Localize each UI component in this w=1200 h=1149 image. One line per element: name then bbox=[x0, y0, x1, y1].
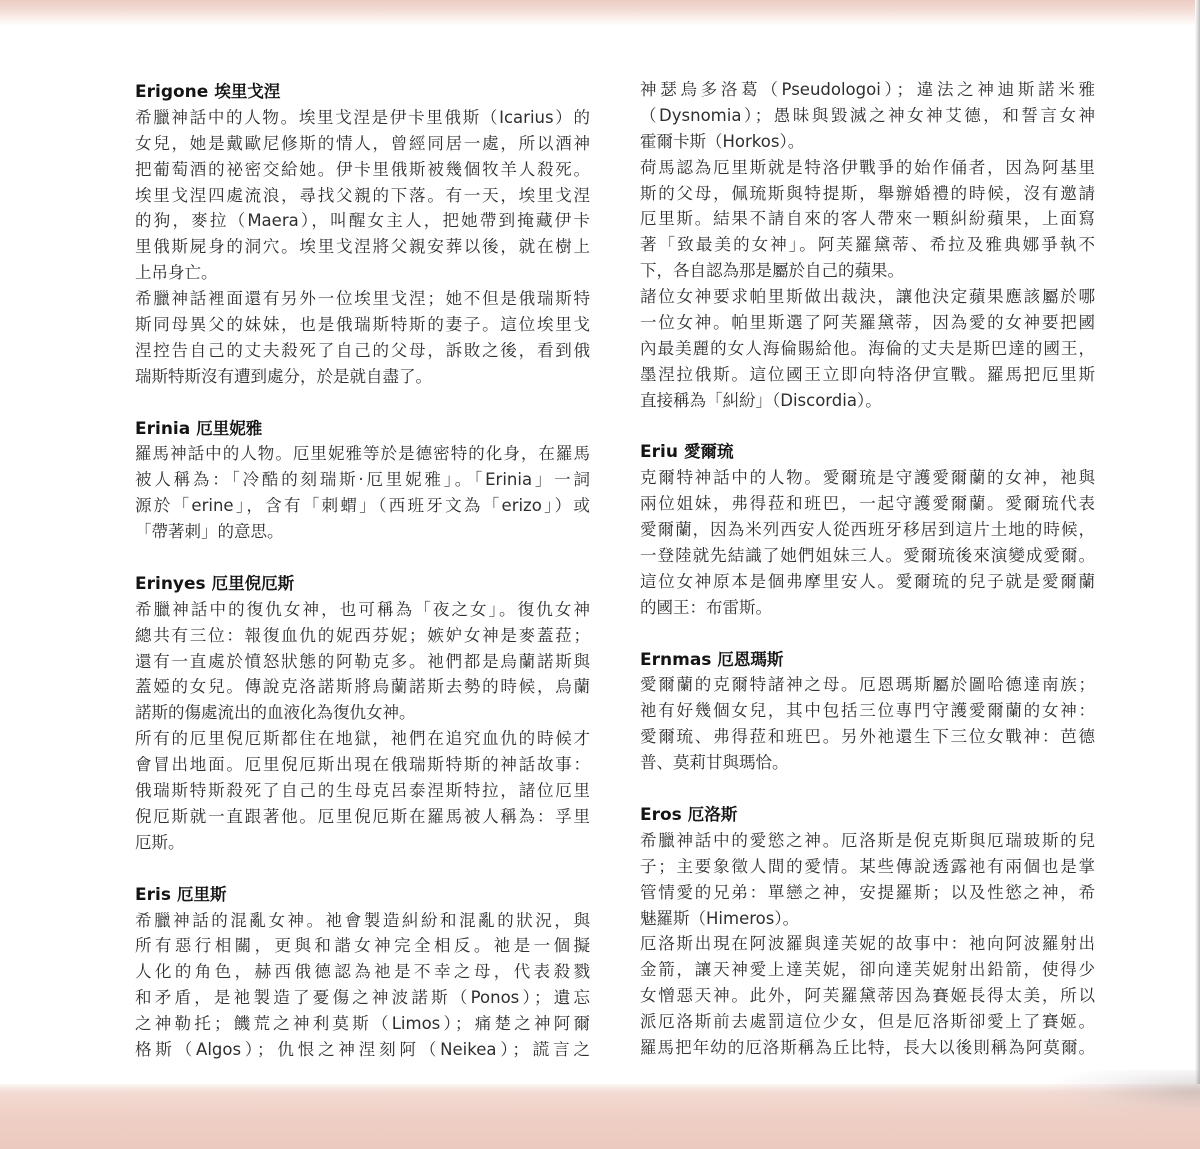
entry-heading bbox=[640, 802, 1095, 828]
entry-erinyes bbox=[135, 571, 590, 856]
entry-heading bbox=[135, 882, 590, 908]
body-line: 希臘神話的混亂女神。祂會製造糾紛和混亂的狀況，與 bbox=[135, 910, 590, 930]
body-line: 的狗，麥拉（Maera），叫醒女主人，把她帶到掩藏伊卡 bbox=[135, 211, 590, 231]
body-line: 厄洛斯出現在阿波羅與達芙妮的故事中：祂向阿波羅射出 bbox=[640, 934, 1095, 954]
body-line: 一位女神。帕里斯選了阿芙羅黛蒂，因為愛的女神要把國 bbox=[640, 313, 1095, 333]
body-line: 諸位女神要求帕里斯做出裁決，讓他決定蘋果應該屬於哪 bbox=[640, 287, 1095, 307]
body-line: 的國王：布雷斯。 bbox=[640, 597, 772, 617]
term-latin: Eris bbox=[135, 884, 171, 905]
body-line: 和矛盾，是祂製造了憂傷之神波諾斯（Ponos）；遺忘 bbox=[135, 988, 590, 1008]
body-line: 諾斯的傷處流出的血液化為復仇女神。 bbox=[135, 703, 416, 723]
body-line: 之神勒托；饑荒之神利莫斯（Limos）；痛楚之神阿爾 bbox=[135, 1014, 590, 1034]
body-line: 會冒出地面。厄里倪厄斯出現在俄瑞斯特斯的神話故事： bbox=[135, 755, 590, 775]
term-latin: Ernmas bbox=[640, 649, 712, 670]
body-line: 祂有好幾個女兒，其中包括三位專門守護愛爾蘭的女神： bbox=[640, 701, 1095, 721]
body-line: 派厄洛斯前去處罰這位少女，但是厄洛斯卻愛上了賽姬。 bbox=[640, 1012, 1095, 1032]
body-line: 著「致最美的女神」。阿芙羅黛蒂、希拉及雅典娜爭執不 bbox=[640, 235, 1095, 255]
body-line: 埃里戈涅四處流浪，尋找父親的下落。有一天，埃里戈涅 bbox=[135, 185, 590, 205]
body-line: 厄斯。 bbox=[135, 832, 185, 852]
body-line: 愛爾蘭，因為米列西安人從西班牙移居到這片土地的時候， bbox=[640, 520, 1095, 540]
body-line: 還有一直處於憤怒狀態的阿勒克多。祂們都是烏蘭諾斯與 bbox=[135, 651, 590, 671]
entry-eris bbox=[135, 882, 590, 1063]
term-chinese: 厄里斯 bbox=[176, 884, 227, 904]
left-column bbox=[135, 79, 590, 1063]
body-line: 一登陸就先結識了她們姐妹三人。愛爾琉後來演變成愛爾。 bbox=[640, 546, 1095, 566]
page-curl-shadow bbox=[1040, 1070, 1200, 1120]
body-line: 內最美麗的女人海倫賜給他。海倫的丈夫是斯巴達的國王， bbox=[640, 338, 1095, 358]
body-line: 里俄斯屍身的洞穴。埃里戈涅將父親安葬以後，就在樹上 bbox=[135, 237, 590, 257]
body-line: 管情愛的兄弟：單戀之神，安提羅斯；以及性慾之神，希 bbox=[640, 882, 1095, 902]
entry-heading bbox=[640, 647, 1095, 673]
entry-heading bbox=[135, 79, 590, 105]
entry-heading bbox=[640, 439, 1095, 465]
entry-erigone bbox=[135, 79, 590, 390]
body-line: 希臘神話裡面還有另外一位埃里戈涅；她不但是俄瑞斯特 bbox=[135, 289, 590, 309]
body-line: 「帶著刺」的意思。 bbox=[135, 522, 284, 542]
body-line: 倪厄斯就一直跟著他。厄里倪厄斯在羅馬被人稱為：孚里 bbox=[135, 806, 590, 826]
body-line: 總共有三位：報復血仇的妮西芬妮；嫉妒女神是麥蓋菈； bbox=[135, 625, 590, 645]
body-line: 子；主要象徵人間的愛情。某些傳說透露祂有兩個也是掌 bbox=[640, 856, 1095, 876]
body-line: 源於「erine」，含有「刺蝟」（西班牙文為「erizo」）或 bbox=[135, 496, 590, 516]
entry-spacer bbox=[640, 414, 1095, 440]
entry-spacer bbox=[135, 856, 590, 882]
entry-heading bbox=[135, 571, 590, 597]
entry-erinia bbox=[135, 416, 590, 545]
body-line: 荷馬認為厄里斯就是特洛伊戰爭的始作俑者，因為阿基里 bbox=[640, 157, 1095, 177]
term-latin: Erinyes bbox=[135, 573, 206, 594]
body-line: 蓋婭的女兒。傳說克洛諾斯將烏蘭諾斯去勢的時候，烏蘭 bbox=[135, 677, 590, 697]
term-chinese: 埃里戈涅 bbox=[214, 82, 281, 101]
body-line: 下，各自認為那是屬於自己的蘋果。 bbox=[640, 261, 904, 281]
body-line: 墨涅拉俄斯。這位國王立即向特洛伊宣戰。羅馬把厄里斯 bbox=[640, 364, 1095, 384]
body-line: 瑞斯特斯沒有遭到處分，於是就自盡了。 bbox=[135, 366, 432, 386]
term-chinese: 厄洛斯 bbox=[687, 804, 738, 824]
entry-eros bbox=[640, 802, 1095, 1061]
body-line: 這位女神原本是個弗摩里安人。愛爾琉的兒子就是愛爾蘭 bbox=[640, 571, 1095, 591]
body-line: 愛爾蘭的克爾特諸神之母。厄恩瑪斯屬於圖哈德達南族； bbox=[640, 675, 1095, 695]
body-line: 涅控告自己的丈夫殺死了自己的父母，訴敗之後，看到俄 bbox=[135, 340, 590, 360]
term-latin: Erigone bbox=[135, 82, 209, 102]
body-line: 斯同母異父的妹妹，也是俄瑞斯特斯的妻子。這位埃里戈 bbox=[135, 315, 590, 335]
scan-bottom-edge bbox=[0, 1084, 1200, 1149]
body-line: 霍爾卡斯（Horkos）。 bbox=[640, 131, 805, 151]
body-line: （Dysnomia）；愚昧與毀滅之神女神艾德，和誓言女神 bbox=[640, 105, 1095, 125]
entry-eriu bbox=[640, 439, 1095, 620]
body-line: 人化的角色，赫西俄德認為祂是不幸之母，代表殺戮 bbox=[135, 962, 590, 982]
body-line: 俄瑞斯特斯殺死了自己的生母克呂泰涅斯特拉，諸位厄里 bbox=[135, 781, 590, 801]
body-line: 被人稱為：「冷酷的刻瑞斯‧厄里妮雅」。「Erinia」一詞 bbox=[135, 470, 590, 490]
body-line: 希臘神話中的愛慾之神。厄洛斯是倪克斯與厄瑞玻斯的兒 bbox=[640, 830, 1095, 850]
body-line: 直接稱為「糾紛」（Discordia）。 bbox=[640, 390, 882, 410]
term-chinese: 厄恩瑪斯 bbox=[717, 649, 784, 669]
scan-top-edge bbox=[0, 0, 1200, 26]
body-line: 斯的父母，佩琉斯與特提斯，舉辦婚禮的時候，沒有邀請 bbox=[640, 183, 1095, 203]
body-line: 格斯（Algos）；仇恨之神涅刻阿（Neikea）；謊言之 bbox=[135, 1039, 590, 1059]
body-line: 羅馬把年幼的厄洛斯稱為丘比特，長大以後則稱為阿莫爾。 bbox=[640, 1037, 1095, 1057]
body-line: 金箭，讓天神愛上達芙妮，卻向達芙妮射出鉛箭，使得少 bbox=[640, 960, 1095, 980]
body-line: 希臘神話中的復仇女神，也可稱為「夜之女」。復仇女神 bbox=[135, 599, 590, 619]
body-line: 上吊身亡。 bbox=[135, 263, 218, 283]
body-line: 兩位姐妹，弗得菈和班巴，一起守護愛爾蘭。愛爾琉代表 bbox=[640, 494, 1095, 514]
term-latin: Eros bbox=[640, 804, 682, 825]
body-line: 厄里斯。結果不請自來的客人帶來一顆糾紛蘋果，上面寫 bbox=[640, 209, 1095, 229]
body-line: 所有的厄里倪厄斯都住在地獄，祂們在追究血仇的時候才 bbox=[135, 729, 590, 749]
term-chinese: 愛爾琉 bbox=[683, 442, 734, 462]
body-line: 愛爾琉、弗得菈和班巴。另外祂還生下三位女戰神：芭德 bbox=[640, 727, 1095, 747]
term-chinese: 厄里倪厄斯 bbox=[211, 573, 295, 593]
entry-spacer bbox=[640, 621, 1095, 647]
body-line: 神瑟烏多洛葛（Pseudologoi）；違法之神迪斯諾米雅 bbox=[640, 80, 1095, 99]
entry-spacer bbox=[135, 545, 590, 571]
term-chinese: 厄里妮雅 bbox=[196, 418, 263, 438]
body-line: 羅馬神話中的人物。厄里妮雅等於是德密特的化身，在羅馬 bbox=[135, 444, 590, 464]
right-column bbox=[640, 77, 1095, 1061]
term-latin: Eriu bbox=[640, 442, 678, 463]
entry-heading bbox=[135, 416, 590, 442]
body-line: 所有惡行相關，更與和諧女神完全相反。祂是一個擬 bbox=[135, 936, 590, 956]
body-line: 女兒，她是戴歐尼修斯的情人，曾經同居一處，所以酒神 bbox=[135, 133, 590, 153]
body-line: 魅羅斯（Himeros）。 bbox=[640, 908, 800, 928]
body-line: 普、莫莉甘與瑪恰。 bbox=[640, 753, 789, 773]
entry-spacer bbox=[135, 390, 590, 416]
term-latin: Erinia bbox=[135, 418, 191, 439]
page-right-edge bbox=[1195, 0, 1200, 1095]
body-line: 希臘神話中的人物。埃里戈涅是伊卡里俄斯（Icarius）的 bbox=[135, 107, 590, 127]
body-line: 女憎惡天神。此外，阿芙羅黛蒂因為賽姬長得太美，所以 bbox=[640, 986, 1095, 1006]
entry-ernmas bbox=[640, 647, 1095, 776]
entry-spacer bbox=[640, 776, 1095, 802]
body-line: 克爾特神話中的人物。愛爾琉是守護愛爾蘭的女神，祂與 bbox=[640, 468, 1095, 488]
entry-eris-continued bbox=[640, 77, 1095, 414]
body-line: 把葡萄酒的祕密交給她。伊卡里俄斯被幾個牧羊人殺死。 bbox=[135, 159, 590, 179]
